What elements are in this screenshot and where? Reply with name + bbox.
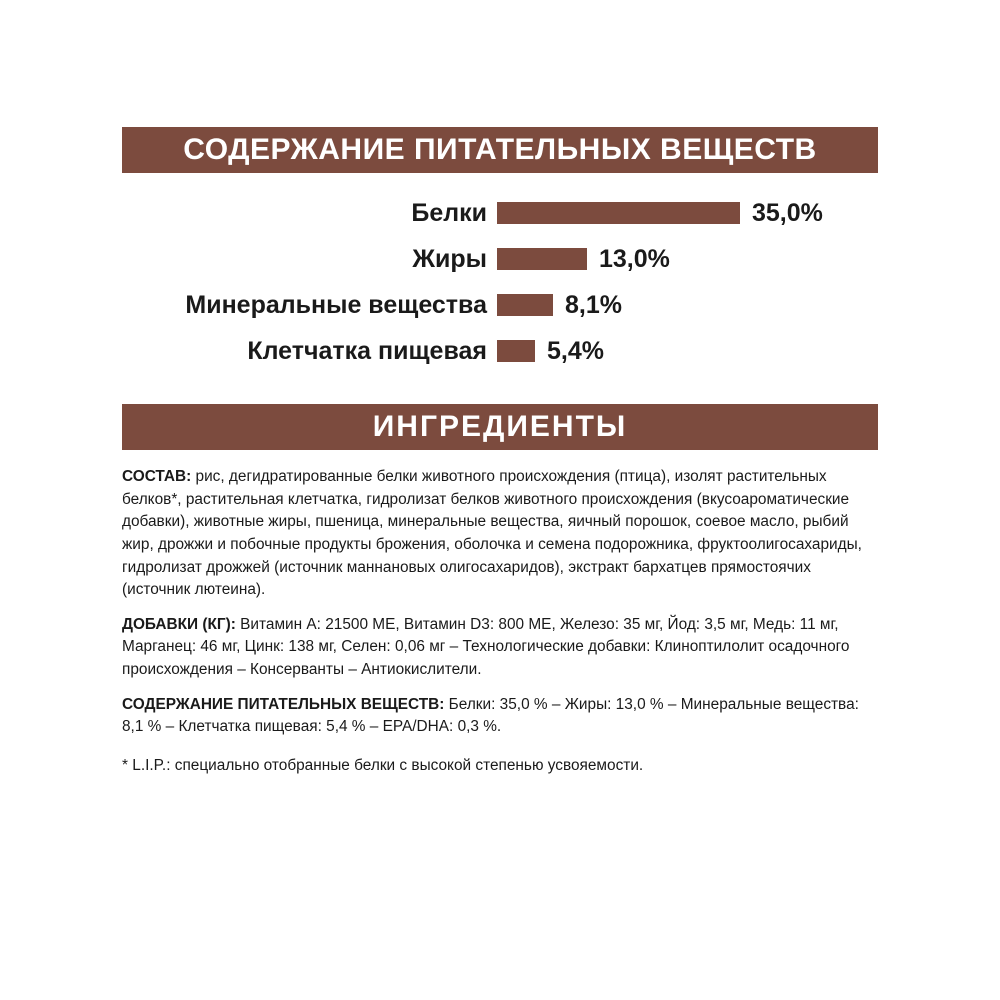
- chart-bar: [497, 340, 535, 362]
- composition-text: рис, дегидратированные белки животного происхождения (птица), изолят растительных белков*, растительная клетчатка, гидролизат белков животного происхождения (вкусоароматические добавки), животные жиры, пшеница, минеральные вещества, яичный порошок, соевое масло, рыбий жир, дрожжи и побочные продукты брожения, оболочка и семена подорожника, фруктоолигосахариды, гидролизат дрожжей (источник маннановых олигосахаридов), экстракт бархатцев прямостоячих (источник лютеина).: [122, 468, 862, 599]
- additives-paragraph: [122, 614, 878, 682]
- additives-text: Витамин А: 21500 МЕ, Витамин D3: 800 МЕ, Железо: 35 мг, Йод: 3,5 мг, Медь: 11 мг, Марганец: 46 мг, Цинк: 138 мг, Селен: 0,06 мг – Технологические добавки: Клиноптилолит осадочного происхождения – Консерванты – Антиокислители.: [122, 615, 850, 679]
- chart-bar: [497, 202, 740, 224]
- chart-value: 5,4%: [547, 336, 604, 365]
- chart-bar-wrap: [497, 291, 878, 320]
- chart-label: Минеральные вещества: [185, 290, 487, 319]
- chart-label: Жиры: [412, 244, 487, 273]
- chart-value: 13,0%: [599, 244, 670, 273]
- chart-bar-wrap: [497, 245, 878, 274]
- chart-row: [122, 236, 878, 282]
- chart-bar-wrap: [497, 199, 878, 228]
- nutrients-paragraph: [122, 694, 878, 739]
- chart-label: Белки: [411, 198, 487, 227]
- nutrients-label: СОДЕРЖАНИЕ ПИТАТЕЛЬНЫХ ВЕЩЕСТВ:: [122, 695, 445, 713]
- composition-paragraph: [122, 466, 878, 602]
- chart-row: [122, 328, 878, 374]
- nutrient-bar-chart: [122, 190, 878, 380]
- nutrition-banner-title: СОДЕРЖАНИЕ ПИТАТЕЛЬНЫХ ВЕЩЕСТВ: [122, 127, 878, 173]
- footnote-paragraph: * L.I.P.: специально отобранные белки с высокой степенью усвояемости.: [122, 757, 644, 775]
- composition-label: СОСТАВ:: [122, 468, 192, 485]
- chart-bar: [497, 294, 553, 316]
- chart-bar: [497, 248, 587, 270]
- chart-value: 35,0%: [752, 198, 823, 227]
- nutrients-text: Белки: 35,0 % – Жиры: 13,0 % – Минеральные вещества: 8,1 % – Клетчатка пищевая: 5,4 % – EPA/DHA: 0,3 %.: [122, 695, 859, 736]
- chart-row: [122, 282, 878, 328]
- additives-label: ДОБАВКИ (КГ):: [122, 615, 236, 633]
- chart-bar-wrap: [497, 337, 878, 366]
- ingredients-banner-title: ИНГРЕДИЕНТЫ: [122, 404, 878, 450]
- ingredients-text-block: [122, 466, 878, 778]
- chart-row: [122, 190, 878, 236]
- chart-value: 8,1%: [565, 290, 622, 319]
- chart-label: Клетчатка пищевая: [247, 336, 487, 365]
